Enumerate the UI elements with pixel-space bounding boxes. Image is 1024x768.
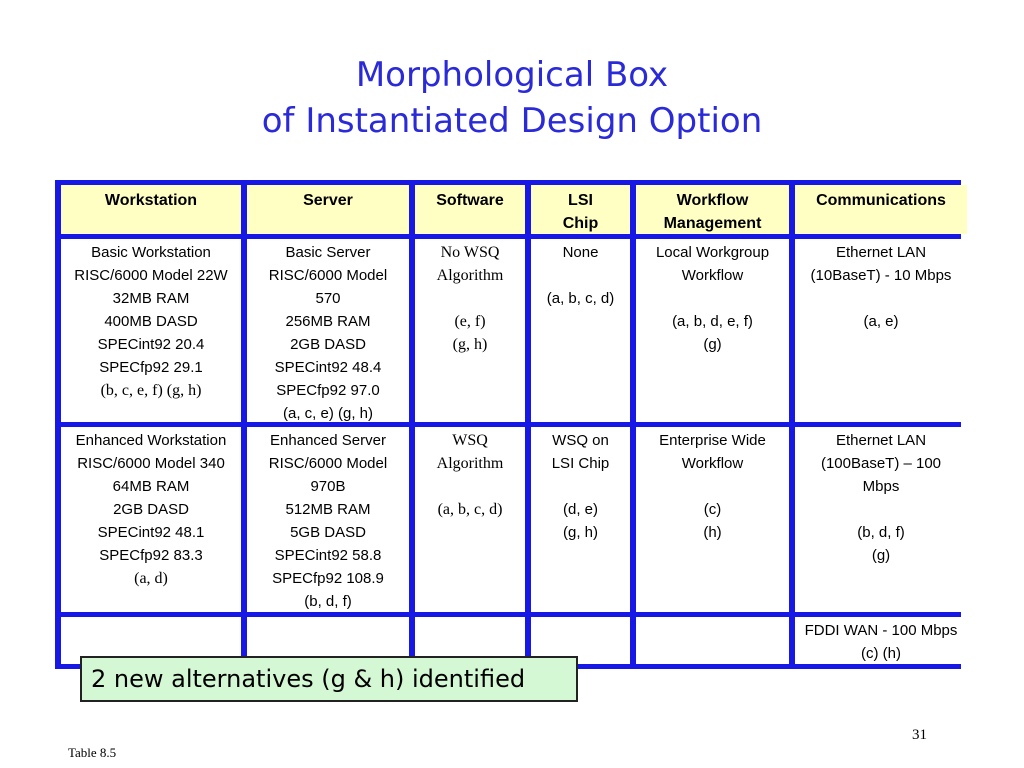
cell-text: Enterprise Wide: [659, 432, 766, 449]
cell-text: Ethernet LAN: [835, 432, 927, 449]
title-line-1: Morphological Box: [355, 55, 669, 95]
cell-text: [636, 475, 789, 498]
cell-text: SPECfp92 97.0: [276, 382, 380, 399]
cell-text: RISC/6000 Model 340: [77, 455, 225, 472]
table-caption: Table 8.5: [68, 745, 117, 760]
cell-text: SPECint92 58.8: [274, 547, 382, 564]
cell-text: (g, h): [562, 524, 598, 541]
cell-text: Enhanced Server: [270, 432, 386, 449]
cell-text: [636, 287, 789, 310]
header-cell: [61, 185, 241, 234]
cell-text: RISC/6000 Model: [268, 455, 388, 472]
table-cell: [247, 239, 409, 422]
cell-text: [795, 498, 967, 521]
header-text: Management: [663, 215, 762, 232]
cell-text: SPECint92 20.4: [97, 336, 205, 353]
table-cell: [531, 427, 630, 612]
table-cell: [61, 427, 241, 612]
cell-text: [531, 264, 630, 287]
title-line-2: of Instantiated Design Option: [261, 101, 763, 141]
cell-text: (a, e): [863, 313, 899, 330]
header-cell: [247, 185, 409, 234]
cell-text: 5GB DASD: [290, 524, 366, 541]
cell-text: (b, d, f): [304, 593, 352, 610]
header-cell: [415, 185, 525, 234]
morphological-box-table: [55, 180, 961, 669]
cell-text: SPECint92 48.4: [274, 359, 382, 376]
page-number: 31: [912, 727, 927, 743]
cell-text: [531, 475, 630, 498]
header-cell: [795, 185, 967, 234]
cell-text: (d, e): [562, 501, 598, 518]
cell-text: Enhanced Workstation: [75, 432, 227, 449]
header-text: Software: [436, 192, 504, 209]
cell-text: (e, f): [454, 313, 486, 330]
cell-text: 2GB DASD: [113, 501, 189, 518]
callout-box: 2 new alternatives (g & h) identified: [80, 656, 578, 702]
table-cell: [531, 239, 630, 422]
cell-text: (g): [871, 547, 891, 564]
cell-text: WSQ on: [552, 432, 609, 449]
cell-text: (a, b, c, d): [546, 290, 615, 307]
cell-text: SPECfp92 29.1: [99, 359, 203, 376]
cell-text: (b, c, e, f) (g, h): [100, 382, 202, 399]
cell-text: (g, h): [452, 336, 488, 353]
header-text: Workstation: [104, 192, 198, 209]
cell-text: (a, c, e) (g, h): [282, 405, 374, 422]
cell-text: (c) (h): [861, 645, 901, 662]
cell-text: No WSQ: [440, 244, 500, 261]
cell-text: (10BaseT) - 10 Mbps: [810, 267, 952, 284]
cell-text: Basic Workstation: [91, 244, 211, 261]
table-cell: [795, 617, 967, 664]
cell-text: (c): [703, 501, 722, 518]
cell-text: [415, 287, 525, 310]
cell-text: 570: [315, 290, 341, 307]
table-cell: [247, 427, 409, 612]
header-text: LSI: [568, 192, 593, 209]
cell-text: Mbps: [862, 478, 900, 495]
cell-text: 970B: [310, 478, 346, 495]
cell-text: SPECfp92 83.3: [99, 547, 203, 564]
header-text: Communications: [816, 192, 946, 209]
cell-text: LSI Chip: [551, 455, 610, 472]
header-text: Chip: [562, 215, 599, 232]
table-cell: [636, 617, 789, 664]
cell-text: None: [562, 244, 599, 261]
cell-text: (h): [703, 524, 722, 541]
table-cell: [61, 239, 241, 422]
cell-text: 256MB RAM: [285, 313, 371, 330]
table-cell: [636, 239, 789, 422]
cell-text: 2GB DASD: [290, 336, 366, 353]
cell-text: (a, d): [134, 570, 168, 587]
cell-text: Algorithm: [436, 267, 504, 284]
header-text: Workflow: [676, 192, 749, 209]
cell-text: Basic Server: [285, 244, 371, 261]
cell-text: (a, b, d, e, f): [672, 313, 753, 330]
cell-text: Workflow: [681, 267, 744, 284]
table-cell: [795, 427, 967, 612]
cell-text: SPECint92 48.1: [97, 524, 205, 541]
cell-text: RISC/6000 Model: [268, 267, 388, 284]
cell-text: [415, 475, 525, 498]
table-cell: [415, 427, 525, 612]
table-cell: [795, 239, 967, 422]
cell-text: Algorithm: [436, 455, 504, 472]
cell-text: RISC/6000 Model 22W: [74, 267, 228, 284]
cell-text: 512MB RAM: [285, 501, 371, 518]
cell-text: [795, 287, 967, 310]
header-cell: [636, 185, 789, 234]
cell-text: WSQ: [452, 432, 488, 449]
table-cell: [415, 239, 525, 422]
cell-text: (b, d, f): [857, 524, 905, 541]
cell-text: (g): [703, 336, 722, 353]
cell-text: (100BaseT) – 100: [820, 455, 942, 472]
cell-text: Ethernet LAN: [835, 244, 927, 261]
cell-text: Workflow: [681, 455, 744, 472]
header-cell: [531, 185, 630, 234]
cell-text: Local Workgroup: [655, 244, 770, 261]
table-cell: [636, 427, 789, 612]
header-text: Server: [303, 192, 353, 209]
cell-text: 64MB RAM: [112, 478, 190, 495]
cell-text: 32MB RAM: [112, 290, 190, 307]
cell-text: 400MB DASD: [104, 313, 198, 330]
cell-text: FDDI WAN - 100 Mbps: [804, 622, 958, 639]
cell-text: (a, b, c, d): [437, 501, 503, 518]
cell-text: SPECfp92 108.9: [272, 570, 384, 587]
slide-title: [0, 52, 1024, 144]
